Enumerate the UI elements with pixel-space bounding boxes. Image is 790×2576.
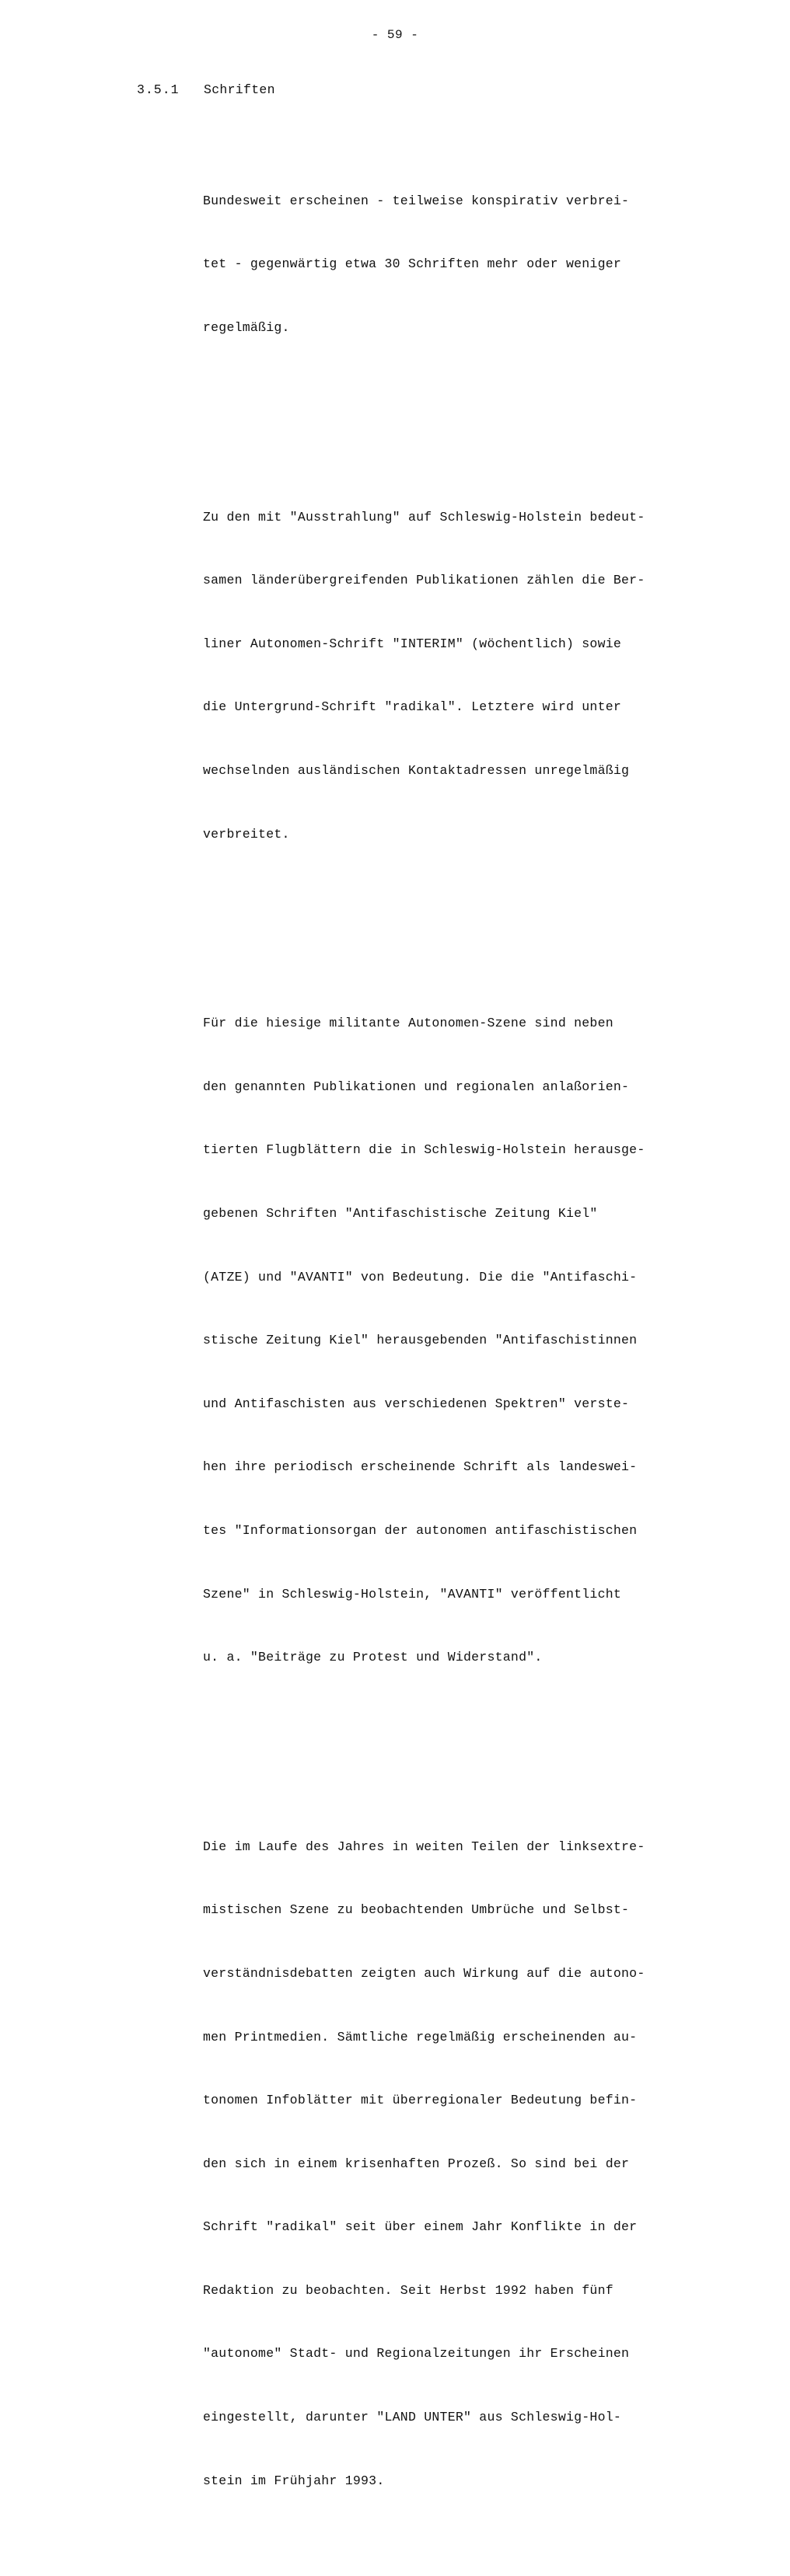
text-line: Schrift "radikal" seit über einem Jahr Konflikte in der	[203, 2219, 638, 2235]
paragraph	[203, 464, 685, 887]
text-line: liner Autonomen-Schrift "INTERIM" (wöchentlich) sowie	[203, 636, 622, 651]
text-line: "autonome" Stadt- und Regionalzeitungen ihr Erscheinen	[203, 2346, 630, 2362]
text-line: men Printmedien. Sämtliche regelmäßig erscheinenden au-	[203, 2029, 638, 2044]
text-line: wechselnden ausländischen Kontaktadressen unregelmäßig	[203, 762, 630, 778]
section-number: 3.5.1	[137, 82, 180, 97]
text-line: stein im Frühjahr 1993.	[203, 2473, 385, 2488]
paragraph	[203, 148, 685, 380]
text-line: Redaktion zu beobachten. Seit Herbst 1992 haben fünf	[203, 2282, 613, 2298]
text-line: verständnisdebatten zeigten auch Wirkung auf die autono-	[203, 1965, 645, 1981]
text-line: tet - gegenwärtig etwa 30 Schriften mehr oder weniger	[203, 256, 622, 272]
text-line: Zu den mit "Ausstrahlung" auf Schleswig-Holstein bedeut-	[203, 509, 645, 525]
text-line: tonomen Infoblätter mit überregionaler Bedeutung befin-	[203, 2093, 638, 2108]
text-line: eingestellt, darunter "LAND UNTER" aus Schleswig-Hol-	[203, 2410, 622, 2425]
text-line: u. a. "Beiträge zu Protest und Widerstand".	[203, 1650, 543, 1665]
paragraph	[203, 1793, 685, 2533]
paragraph	[203, 971, 685, 1710]
body-text	[203, 106, 685, 2576]
text-line: (ATZE) und "AVANTI" von Bedeutung. Die die "Antifaschi-	[203, 1269, 638, 1285]
text-line: stische Zeitung Kiel" herausgebenden "Antifaschistinnen	[203, 1333, 638, 1348]
text-line: regelmäßig.	[203, 320, 290, 335]
text-line: samen länderübergreifenden Publikationen zählen die Ber-	[203, 573, 645, 588]
text-line: den genannten Publikationen und regionalen anlaßorien-	[203, 1079, 630, 1094]
text-line: tierten Flugblättern die in Schleswig-Holstein herausge-	[203, 1142, 645, 1158]
text-line: hen ihre periodisch erscheinende Schrift als landeswei-	[203, 1459, 638, 1475]
text-line: Szene" in Schleswig-Holstein, "AVANTI" veröffentlicht	[203, 1586, 622, 1602]
text-line: mistischen Szene zu beobachtenden Umbrüche und Selbst-	[203, 1902, 630, 1918]
text-line: tes "Informationsorgan der autonomen antifaschistischen	[203, 1522, 638, 1538]
text-line: Für die hiesige militante Autonomen-Szene sind neben	[203, 1016, 613, 1031]
text-line: und Antifaschisten aus verschiedenen Spektren" verste-	[203, 1396, 630, 1411]
text-line: Bundesweit erscheinen - teilweise konspirativ verbrei-	[203, 193, 630, 208]
section-title: Schriften	[204, 82, 275, 97]
page-number: - 59 -	[371, 28, 419, 42]
text-line: gebenen Schriften "Antifaschistische Zeitung Kiel"	[203, 1205, 598, 1221]
text-line: den sich in einem krisenhaften Prozeß. So sind bei der	[203, 2156, 630, 2171]
text-line: die Untergrund-Schrift "radikal". Letztere wird unter	[203, 699, 622, 715]
text-line: verbreitet.	[203, 826, 290, 842]
text-line: Die im Laufe des Jahres in weiten Teilen der linksextre-	[203, 1839, 645, 1854]
